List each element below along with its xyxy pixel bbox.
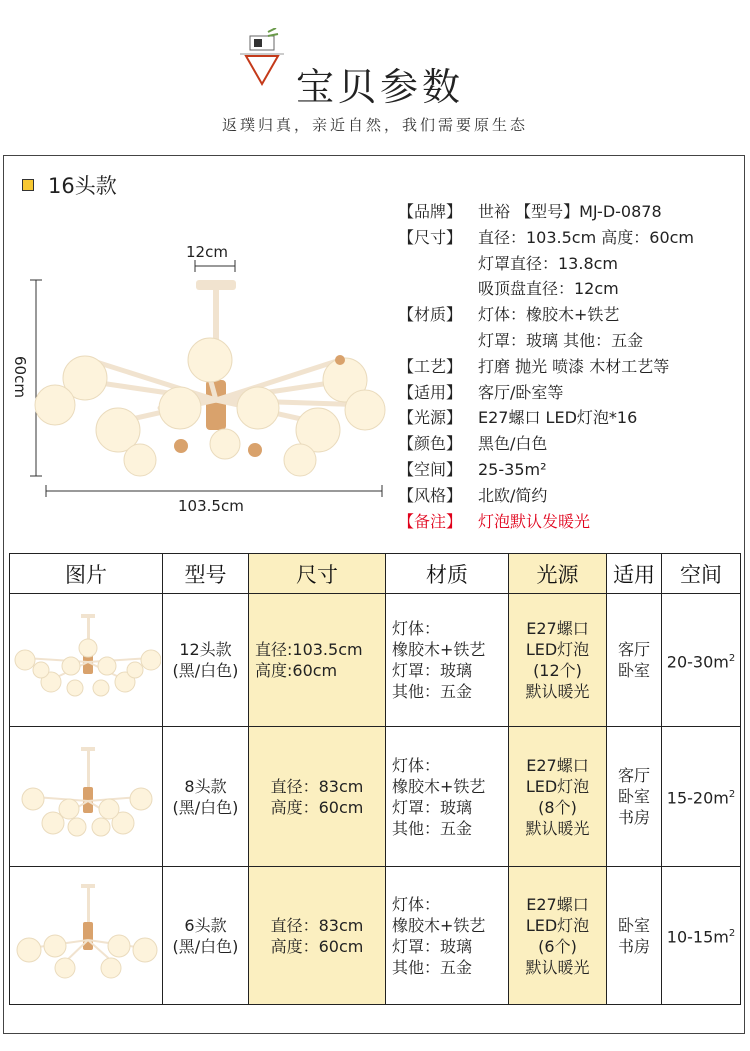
chandelier-12-image	[11, 600, 161, 720]
param-row: 吸顶盘直径：12cm	[478, 279, 619, 299]
header	[0, 0, 750, 150]
table-row	[10, 594, 741, 727]
dim-width: 103.5cm	[178, 497, 244, 515]
chandelier-6-image	[11, 876, 161, 996]
param-row: 【风格】 北欧/简约	[398, 485, 548, 505]
table-row	[10, 727, 741, 867]
row-use-cell: 卧室 书房	[607, 867, 662, 1005]
row-size-cell: 直径：83cm 高度：60cm	[249, 727, 386, 867]
param-row: 【空间】 25-35m²	[398, 459, 547, 479]
th-image: 图片	[10, 554, 163, 594]
th-material: 材质	[386, 554, 509, 594]
model-tag-label: 16头款	[48, 174, 117, 198]
dim-height: 60cm	[11, 356, 29, 398]
th-light: 光源	[509, 554, 607, 594]
row-image-cell	[10, 867, 163, 1005]
row-size-cell: 直径：83cm 高度：60cm	[249, 867, 386, 1005]
param-row: 【适用】 客厅/卧室等	[398, 382, 564, 402]
page-subtitle: 返璞归真，亲近自然，我们需要原生态	[221, 116, 528, 134]
param-row: 【尺寸】 直径：103.5cm 高度：60cm	[398, 227, 695, 247]
param-row: 【光源】 E27螺口 LED灯泡*16	[398, 408, 638, 428]
row-image-cell	[10, 727, 163, 867]
param-row: 【材质】 灯体：橡胶木+铁艺	[398, 305, 620, 325]
chandelier-image	[10, 230, 390, 530]
table-header-row	[10, 554, 741, 594]
row-space-cell: $20-30m^2$	[662, 594, 741, 727]
th-size: 尺寸	[249, 554, 386, 594]
param-row: 灯罩直径：13.8cm	[478, 253, 619, 273]
param-row: 【颜色】 黑色/白色	[398, 434, 548, 454]
th-model: 型号	[163, 554, 249, 594]
row-light-cell: E27螺口 LED灯泡 (6个) 默认暖光	[509, 867, 607, 1005]
row-space-cell: $15-20m^2$	[662, 727, 741, 867]
page-title: 宝贝参数	[296, 65, 465, 109]
row-model-cell: 6头款 (黑/白色)	[163, 867, 249, 1005]
row-light-cell: E27螺口 LED灯泡 (8个) 默认暖光	[509, 727, 607, 867]
row-light-cell: E27螺口 LED灯泡 (12个) 默认暖光	[509, 594, 607, 727]
row-material-cell: 灯体： 橡胶木+铁艺 灯罩：玻璃 其他：五金	[386, 867, 509, 1005]
row-use-cell: 客厅 卧室	[607, 594, 662, 727]
row-size-cell: 直径:103.5cm 高度:60cm	[249, 594, 386, 727]
row-use-cell: 客厅 卧室 书房	[607, 727, 662, 867]
spec-params	[398, 199, 743, 534]
param-row: 【品牌】 世裕 【型号】MJ-D-0878	[398, 202, 662, 221]
chandelier-8-image	[11, 737, 161, 857]
model-tag	[22, 170, 117, 200]
dim-top-width: 12cm	[186, 243, 228, 261]
tag-square-icon	[22, 179, 34, 191]
row-space-cell: $10-15m^2$	[662, 867, 741, 1005]
row-material-cell: 灯体： 橡胶木+铁艺 灯罩：玻璃 其他：五金	[386, 727, 509, 867]
param-row: 灯罩：玻璃 其他：五金	[478, 330, 644, 350]
row-model-cell: 8头款 (黑/白色)	[163, 727, 249, 867]
param-row: 【工艺】 打磨 抛光 喷漆 木材工艺等	[398, 356, 670, 376]
th-space: 空间	[662, 554, 741, 594]
row-image-cell	[10, 594, 163, 727]
model-table	[9, 553, 741, 1005]
lamp-logo-icon	[232, 28, 292, 92]
param-note-row: 【备注】 灯泡默认发暖光	[398, 511, 591, 531]
table-row	[10, 867, 741, 1005]
th-use: 适用	[607, 554, 662, 594]
row-model-cell: 12头款 (黑/白色)	[163, 594, 249, 727]
row-material-cell: 灯体： 橡胶木+铁艺 灯罩：玻璃 其他：五金	[386, 594, 509, 727]
